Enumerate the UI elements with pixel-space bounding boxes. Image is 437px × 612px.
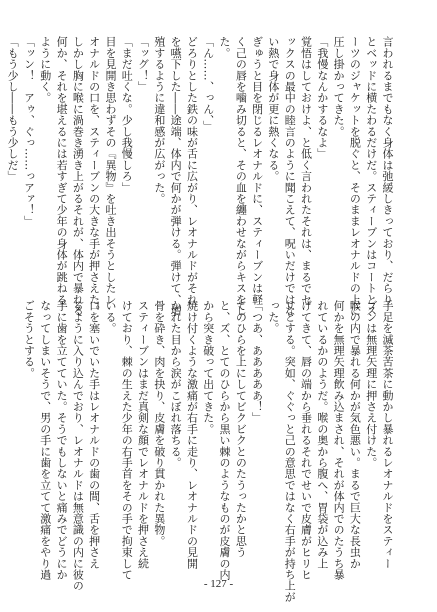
text-line: 「つあ、あああああ！」: [250, 300, 264, 424]
text-line: ように動く。: [38, 36, 52, 104]
text-line: スティーブンはまだ真剣な顔でレオナルドを押さえ続: [136, 300, 150, 569]
text-line: ーツのジャケットを脱ぐと、そのままレオナルドの上に: [348, 36, 362, 316]
text-line: 焼け付くような激痛が右手に走り、レオナルドの見開: [185, 300, 199, 569]
text-line: リとする。突如、ぐぐっと己の意思ではなく右手が持ち上が: [283, 300, 297, 603]
text-line: た。: [218, 36, 232, 59]
text-line: 手足を滅茶苦茶に動かし暴れるレオナルドをスティー: [381, 300, 394, 569]
text-line: い熱で身体が更に熱くなる。: [266, 36, 280, 182]
text-line: 言われるまでもなく身体は弛緩しきっており、だらり: [381, 36, 394, 305]
text-line: 何か、それを堪えるには若すぎて少年の身体が跳ねる: [55, 36, 69, 305]
text-line: オナルドの口を、スティーブンの大きな手が押さえた。: [87, 36, 101, 316]
text-line: 「我慢なんかするなよ」: [315, 36, 329, 160]
text-line: 「まだ吐くな。少し我慢しろ」: [120, 36, 134, 193]
text-line: 喉の内で暴れる何かが気色悪い。まるで巨大な長虫か: [348, 300, 362, 569]
text-line: 口を塞いでいた手はレオナルドの歯の間、舌を押さえ: [87, 300, 101, 569]
text-line: 手に歯を立てていた。そうでもしないと痛みでどうにか: [55, 300, 69, 580]
text-line: 骨を砕き、肉を抉り、皮膚を破り貫かれた異物。: [152, 300, 166, 547]
text-line: 殖するように違和感が広がった。: [152, 36, 166, 204]
text-line: れているかのようだ。喉の奥から腹へ、胃袋が込み上: [315, 300, 329, 569]
text-line: 何かを無理矢理飲み込まされ、それが体内でのたうち暴: [332, 300, 346, 580]
text-line: から突き破って出てきた。: [201, 300, 215, 435]
text-line: てのひらを上にしてビクビクとのたうったかと思う: [234, 300, 248, 558]
page-number: - 127 -: [203, 578, 234, 590]
text-line: ぎゅうと目を閉じるレオナルドに、スティーブンは軽: [250, 36, 264, 305]
text-line: なってしまいそうで、男の手に歯を立てて激痛をやり過: [38, 300, 52, 580]
text-line: 目を見開き思わずその『異物』を吐き出そうとしたレ: [103, 36, 117, 305]
text-line: 「ッン！ アゥ、ぐっ……っアァ！」: [22, 36, 36, 227]
text-line: と、ズ、とてのひらから黒い棘のようなものが皮膚の内: [218, 300, 232, 580]
text-line: 「ん……、っん、」: [201, 36, 215, 132]
text-line: 覚悟はしておけよ、と低く言われたそれは、まるでセ: [299, 36, 313, 305]
text-line: ブンは無理矢理に押さえ付けた。: [364, 300, 378, 468]
text-line: ックスの最中の睦言のように聞こえて、呪いだけではな: [283, 36, 297, 316]
text-line: るように入り込んでおり、レオナルドは無意識の内に彼の: [71, 300, 85, 592]
text-line: く己の唇を噛み切ると、その血を纏わせながらキスをし: [234, 36, 248, 316]
text-line: いる。: [103, 300, 117, 334]
text-line: 圧し掛かってきた。: [332, 36, 346, 137]
text-line: かれた目から涙がこぼれ落ちる。: [169, 300, 183, 468]
text-line: 「ッグ！」: [136, 36, 150, 92]
text-line: どろりとした鉄の味が舌に広がり、レオナルドがそれ: [185, 36, 199, 305]
text-line: ごそうとする。: [22, 300, 36, 379]
text-line: を嚥下した――途端、体内で何かが弾ける。弾けて、増: [169, 36, 183, 316]
text-line: けており、棘の生えた少年の右手首をその手で拘束して: [120, 300, 134, 580]
text-line: げてきて、唇の端から垂れるそれでせいで皮膚がヒリヒ: [299, 300, 313, 580]
upper-text-block: [6, 36, 395, 316]
text-line: 「もう少し――もう少しだ」: [6, 36, 20, 182]
text-line: しかし胸に喉に渦巻き湧き上がるそれが、体内で暴れる: [71, 36, 85, 316]
text-line: った。: [266, 300, 280, 334]
text-line: とベッドに横たわるだけだ。スティーブンはコートとス: [364, 36, 378, 316]
